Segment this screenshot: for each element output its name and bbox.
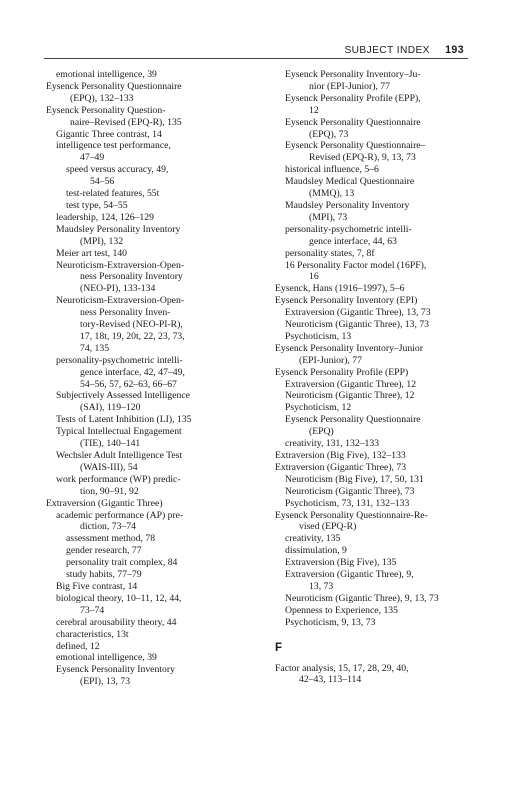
index-entry-continuation: (EPQ) bbox=[309, 426, 334, 438]
section-title: SUBJECT INDEX bbox=[344, 45, 430, 56]
index-entry-text: work performance (WP) predic- bbox=[56, 473, 181, 485]
index-entry bbox=[46, 105, 252, 129]
index-entry-text: emotional intelligence, 39 bbox=[56, 69, 157, 80]
index-entry bbox=[46, 200, 252, 212]
index-entry-text: Maudsley Medical Questionnaire bbox=[285, 176, 415, 188]
index-entry-continuation: (MPI), 132 bbox=[80, 235, 124, 247]
index-entry-text: gender research, 77 bbox=[66, 545, 142, 557]
index-entry bbox=[46, 260, 252, 296]
index-entry bbox=[46, 81, 252, 105]
index-entry bbox=[275, 295, 475, 307]
index-entry bbox=[46, 664, 252, 688]
index-entry bbox=[46, 652, 252, 664]
index-entry-text: Wechsler Adult Intelligence Test bbox=[56, 450, 183, 461]
index-entry-text: creativity, 135 bbox=[285, 533, 341, 545]
index-entry bbox=[46, 164, 252, 188]
index-entry bbox=[46, 248, 252, 260]
index-entry-text: Extraversion (Big Five), 135 bbox=[285, 557, 397, 569]
index-entry-continuation: 47–49 bbox=[80, 152, 105, 164]
index-entry bbox=[275, 402, 475, 414]
index-entry-text: Maudsley Personality Inventory bbox=[285, 199, 410, 211]
index-entry-text: Neuroticism (Big Five), 17, 50, 131 bbox=[285, 473, 424, 485]
index-entry bbox=[275, 331, 475, 343]
index-entry-continuation: (TIE), 140–141 bbox=[80, 438, 141, 450]
index-entry-text: Psychoticism, 12 bbox=[285, 402, 352, 414]
index-entry-text: emotional intelligence, 39 bbox=[56, 652, 157, 664]
index-entry-continuation: 74, 135 bbox=[80, 342, 110, 354]
index-column-left bbox=[46, 69, 252, 688]
index-entry bbox=[46, 593, 252, 617]
index-entry-continuation: Revised (EPQ-R), 9, 13, 73 bbox=[309, 152, 416, 164]
index-entry-text: Eysenck Personality Profile (EPP), bbox=[285, 92, 421, 104]
index-entry bbox=[275, 390, 475, 402]
index-entry-text: Neuroticism (Gigantic Three), 12 bbox=[285, 390, 415, 402]
index-entry-continuation: 13, 73 bbox=[309, 580, 334, 592]
index-entry-text: Extraversion (Gigantic Three), 9, bbox=[285, 569, 414, 581]
index-entry-text: Factor analysis, 15, 17, 28, 29, 40, bbox=[275, 662, 409, 674]
index-entry-text: test-related features, 55t bbox=[66, 188, 160, 200]
index-entry bbox=[46, 510, 252, 534]
index-entry-continuation: (EPQ), 132–133 bbox=[70, 92, 134, 104]
index-entry bbox=[275, 93, 475, 117]
index-entry-continuation: ness Personality Inventory bbox=[80, 271, 183, 283]
index-entry-text: assessment method, 78 bbox=[66, 533, 156, 545]
index-entry-text: test type, 54–55 bbox=[66, 199, 128, 211]
index-entry-continuation: 73–74 bbox=[80, 604, 105, 616]
index-entry bbox=[275, 248, 475, 260]
index-entry-text: Neuroticism (Gigantic Three), 73 bbox=[285, 485, 415, 497]
index-entry-text: leadership, 124, 126–129 bbox=[56, 211, 154, 223]
index-entry-text: Extraversion (Big Five), 132–133 bbox=[275, 450, 406, 461]
index-entry bbox=[275, 140, 475, 164]
index-entry-text: Psychoticism, 13 bbox=[285, 330, 352, 342]
index-entry bbox=[275, 605, 475, 617]
index-entry-text: Subjectively Assessed Intelligence bbox=[56, 390, 190, 402]
index-entry-text: characteristics, 13t bbox=[56, 628, 129, 640]
index-entry-text: Eysenck Personality Question- bbox=[46, 104, 166, 116]
index-entry bbox=[275, 569, 475, 593]
index-entry-text: Typical Intellectual Engagement bbox=[56, 426, 182, 438]
index-entry-text: Neuroticism (Gigantic Three), 13, 73 bbox=[285, 319, 430, 331]
index-entry-continuation: 54–56, 57, 62–63, 66–67 bbox=[80, 378, 177, 390]
index-entry-text: Eysenck Personality Inventory–Junior bbox=[275, 342, 423, 354]
index-entry bbox=[46, 355, 252, 391]
index-column-right bbox=[275, 69, 475, 686]
index-entry bbox=[46, 224, 252, 248]
index-entry bbox=[46, 641, 252, 653]
index-entry bbox=[275, 617, 475, 629]
index-entry bbox=[275, 438, 475, 450]
index-entry-text: Gigantic Three contrast, 14 bbox=[56, 128, 162, 140]
index-entry bbox=[275, 663, 475, 687]
index-entry bbox=[46, 129, 252, 141]
index-entry-text: Eysenck Personality Questionnaire– bbox=[285, 140, 426, 152]
index-entry bbox=[275, 414, 475, 438]
index-entry bbox=[275, 164, 475, 176]
index-entry-text: study habits, 77–79 bbox=[66, 569, 142, 581]
index-entry bbox=[46, 629, 252, 641]
header-rule bbox=[44, 58, 468, 59]
index-entry-text: biological theory, 10–11, 12, 44, bbox=[56, 592, 182, 604]
index-entry-continuation: gence interface, 42, 47–49, bbox=[80, 366, 185, 378]
index-entry-text: Tests of Latent Inhibition (LI), 135 bbox=[56, 414, 192, 426]
index-entry-text: Extraversion (Gigantic Three), 13, 73 bbox=[285, 307, 431, 319]
index-entry-continuation: tory-Revised (NEO-PI-R), bbox=[80, 319, 183, 331]
index-entry-text: intelligence test performance, bbox=[56, 140, 171, 152]
index-entry-continuation: (EPI), 13, 73 bbox=[80, 676, 131, 688]
index-entry bbox=[46, 498, 252, 510]
index-entry-text: Extraversion (Gigantic Three), 73 bbox=[275, 461, 407, 473]
index-entry-text: cerebral arousability theory, 44 bbox=[56, 616, 177, 628]
index-entry bbox=[275, 200, 475, 224]
index-entry-text: personality trait complex, 84 bbox=[66, 557, 178, 569]
index-entry-text: Extraversion (Gigantic Three), 12 bbox=[285, 378, 417, 390]
index-entry-continuation: tion, 90–91, 92 bbox=[80, 485, 139, 497]
index-entry-text: defined, 12 bbox=[56, 640, 100, 652]
index-entry-text: Eysenck Personality Questionnaire-Re- bbox=[275, 509, 428, 521]
index-entry-text: Openness to Experience, 135 bbox=[285, 604, 398, 616]
index-entry bbox=[46, 414, 252, 426]
index-entry bbox=[46, 545, 252, 557]
index-entry-continuation: nior (EPI-Junior), 77 bbox=[309, 80, 390, 92]
index-entry-continuation: (SAI), 119–120 bbox=[80, 402, 141, 414]
index-entry-text: personality-psychometric intelli- bbox=[285, 223, 412, 235]
index-entry-text: Extraversion (Gigantic Three) bbox=[46, 497, 163, 509]
index-entry-text: creativity, 131, 132–133 bbox=[285, 438, 380, 450]
index-entry-continuation: 17, 18t, 19, 20t, 22, 23, 73, bbox=[80, 330, 185, 342]
index-entry-text: Neuroticism-Extraversion-Open- bbox=[56, 295, 185, 307]
index-entry bbox=[275, 545, 475, 557]
index-entry-text: personality states, 7, 8f bbox=[285, 247, 375, 259]
index-entry-text: personality-psychometric intelli- bbox=[56, 354, 183, 366]
index-entry-text: Eysenck Personality Questionnaire bbox=[46, 80, 182, 92]
index-entry-continuation: vised (EPQ-R) bbox=[299, 521, 357, 533]
index-entry-text: Eysenck Personality Profile (EPP) bbox=[275, 366, 409, 378]
index-entry-text: Eysenck Personality Inventory–Ju- bbox=[285, 69, 421, 80]
index-entry bbox=[46, 188, 252, 200]
index-entry bbox=[275, 474, 475, 486]
index-entry-text: Meier art test, 140 bbox=[56, 247, 128, 259]
index-entry bbox=[46, 557, 252, 569]
index-entry bbox=[46, 581, 252, 593]
index-entry-text: Neuroticism-Extraversion-Open- bbox=[56, 259, 185, 271]
index-entry bbox=[275, 367, 475, 379]
index-entry-text: Psychoticism, 9, 13, 73 bbox=[285, 616, 376, 628]
index-entry bbox=[46, 295, 252, 355]
index-entry-text: Psychoticism, 73, 131, 132–133 bbox=[285, 497, 410, 509]
index-entry bbox=[46, 450, 252, 474]
index-entry bbox=[275, 379, 475, 391]
index-entry-text: academic performance (AP) pre- bbox=[56, 509, 184, 521]
index-entry bbox=[46, 390, 252, 414]
index-entry-text: Eysenck Personality Inventory (EPI) bbox=[275, 295, 418, 307]
index-entry bbox=[46, 474, 252, 498]
index-entry bbox=[46, 569, 252, 581]
index-entry-continuation: (NEO-PI), 133-134 bbox=[80, 283, 156, 295]
index-entry-text: Maudsley Personality Inventory bbox=[56, 223, 181, 235]
index-entry-text: Eysenck Personality Inventory bbox=[56, 664, 175, 676]
index-entry-continuation: 16 bbox=[309, 271, 319, 283]
index-entry bbox=[275, 510, 475, 534]
index-entry bbox=[275, 533, 475, 545]
index-entry-text: Eysenck Personality Questionnaire bbox=[285, 414, 421, 426]
index-entry-text: Big Five contrast, 14 bbox=[56, 580, 138, 592]
index-entry bbox=[275, 283, 475, 295]
index-entry-text: historical influence, 5–6 bbox=[285, 164, 379, 176]
index-entry bbox=[46, 533, 252, 545]
index-entry bbox=[275, 260, 475, 284]
index-entry-text: 16 Personality Factor model (16PF), bbox=[285, 259, 427, 271]
index-entry-text: Neuroticism (Gigantic Three), 9, 13, 73 bbox=[285, 592, 439, 604]
index-entry-continuation: (WAIS-III), 54 bbox=[80, 461, 138, 473]
index-entry bbox=[275, 450, 475, 462]
index-entry bbox=[275, 69, 475, 93]
index-entry-continuation: (EPQ), 73 bbox=[309, 128, 349, 140]
index-entry bbox=[46, 426, 252, 450]
index-entry-continuation: diction, 73–74 bbox=[80, 521, 136, 533]
index-entry-text: speed versus accuracy, 49, bbox=[66, 164, 169, 176]
index-entry-text: Eysenck, Hans (1916–1997), 5–6 bbox=[275, 283, 405, 295]
index-entry-text: Eysenck Personality Questionnaire bbox=[285, 116, 421, 128]
index-entry bbox=[275, 117, 475, 141]
index-entry bbox=[275, 498, 475, 510]
index-entry bbox=[46, 140, 252, 164]
index-entry bbox=[275, 593, 475, 605]
index-entry-continuation: 12 bbox=[309, 104, 319, 116]
index-entry bbox=[275, 462, 475, 474]
index-entry bbox=[275, 319, 475, 331]
index-entry-continuation: (MPI), 73 bbox=[309, 211, 348, 223]
page-number: 193 bbox=[445, 44, 464, 56]
index-entry bbox=[46, 212, 252, 224]
index-entry-continuation: ness Personality Inven- bbox=[80, 307, 171, 319]
index-entry bbox=[275, 307, 475, 319]
running-head bbox=[344, 44, 464, 56]
index-entry bbox=[275, 343, 475, 367]
index-entry-continuation: gence interface, 44, 63 bbox=[309, 235, 397, 247]
index-entry-continuation: naire–Revised (EPQ-R), 135 bbox=[70, 116, 182, 128]
index-entry-continuation: 54–56 bbox=[90, 176, 115, 188]
index-entry-continuation: 42–43, 113–114 bbox=[299, 674, 362, 686]
index-entry bbox=[275, 486, 475, 498]
index-entry bbox=[275, 224, 475, 248]
index-entry bbox=[275, 557, 475, 569]
index-entry bbox=[46, 69, 252, 81]
index-entry bbox=[275, 176, 475, 200]
index-entry-continuation: (EPI-Junior), 77 bbox=[299, 354, 362, 366]
index-entry-continuation: (MMQ), 13 bbox=[309, 188, 355, 200]
section-letter: F bbox=[275, 641, 283, 654]
index-entry-text: dissimulation, 9 bbox=[285, 545, 347, 557]
index-entry bbox=[46, 617, 252, 629]
